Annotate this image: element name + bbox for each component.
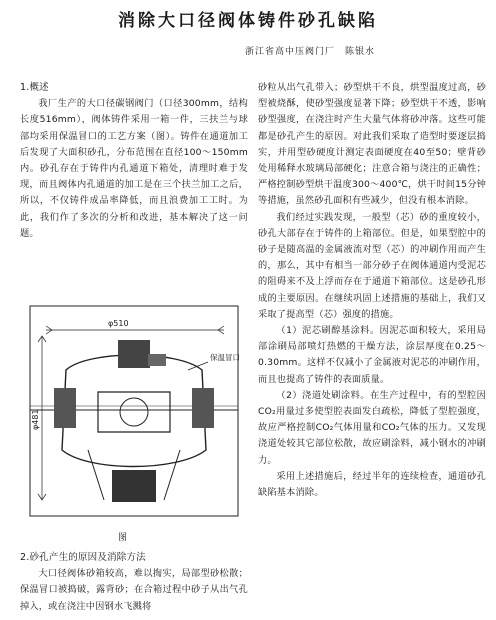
right-paragraph-1: 砂粒从出气孔带入；砂型烘干不良，烘型温度过高，砂型被烧酥，使砂型强度显著下降；砂型烘干不透，影响砂型强度，在浇注时产生大量气体将砂冲落。这些可能都是砂孔产生的原因。对此我们采取了造型时要逐层捣实，并用型砂硬度计测定表面硬度在40至50；壁背砂处用稀释水玻璃局部硬化；注意合箱与浇注的正确性；严格控制砂型烘干温度300～400℃，烘干时间15分钟等措施，虽然砂孔面积有些减少，但没有根本消除。 <box>258 82 486 207</box>
section2-heading: 2.砂孔产生的原因及消除方法 <box>20 552 146 563</box>
article-title: 消除大口径阀体铸件砂孔缺陷 <box>118 11 378 31</box>
casting-drawing <box>28 300 240 526</box>
left-column-top <box>20 80 248 242</box>
dim-width-label: φ510 <box>108 319 129 328</box>
right-paragraph-4: （2）浇道处刷涂料。在生产过程中，有的型腔因CO₂用量过多使型腔表面发白疏松，降低了型腔强度，故应严格控制CO₂气体用量和CO₂气体的压力。又发现浇道处较其它部位松散，故应刷涂料，减小钢水的冲刷力。 <box>258 389 486 466</box>
valve-casting-figure <box>28 300 240 526</box>
author-line: 浙江省高中压阀门厂 陈银水 <box>244 47 375 57</box>
right-paragraph-2: 我们经过实践发现，一般型（芯）砂的重度较小，砂孔大部存在于铸件的上箱部位。但是，如果型腔中的砂子是随高温的金属液流对型（芯）的冲刷作用而产生的，那么，其中有相当一部分砂子在阀体通道内受泥芯的阻碍来不及上浮而存在于通道下箱部位。这是砂孔形成的主要原因。在继续巩固上述措施的基础上，我们又采取了提高型（芯）强度的措施。 <box>258 211 486 320</box>
figure-caption: 图 <box>118 533 128 543</box>
dim-height-label: φ481 <box>31 409 40 430</box>
insulated-riser-label: 保温冒口 <box>210 353 240 362</box>
right-paragraph-5: 采用上述措施后，经过半年的连续检查，通道砂孔缺陷基本消除。 <box>258 470 486 499</box>
section2-paragraph: 大口径阀体砂箱较高，难以掏实，局部型砂松散；保温冒口被捣破，露背砂；在合箱过程中砂子从出气孔掉入，或在浇注中因钢水飞溅将 <box>20 568 248 612</box>
section1-heading: 1.概述 <box>20 82 49 93</box>
right-column <box>258 80 486 501</box>
left-column-bottom <box>20 550 248 615</box>
section1-paragraph: 我厂生产的大口径碳钢阀门（口径300mm，结构长度516mm），阀体铸件采用一箱一件，三扶兰与球部均采用保温冒口的工艺方案（图）。铸件在通道加工后发现了大面积砂孔，分布范围在直径100～150mm内。砂孔存在于铸件内孔通道下箱处，清理时难于发现，而且阀体内孔通道的加工是在三个扶兰加工之后，所以，不仅铸件成品率降低，而且浪费加工工时。为此，我们作了多次的分析和改进，基本解决了这一问题。 <box>20 98 248 239</box>
right-paragraph-3: （1）泥芯刷醇基涂料。因泥芯面积较大，采用局部涂刷局部喷灯热燃的干燥方法，涂层厚度在0.25～0.30mm。这样不仅减小了金属液对泥芯的冲刷作用，而且也提高了铸件的表面质量。 <box>258 325 486 385</box>
